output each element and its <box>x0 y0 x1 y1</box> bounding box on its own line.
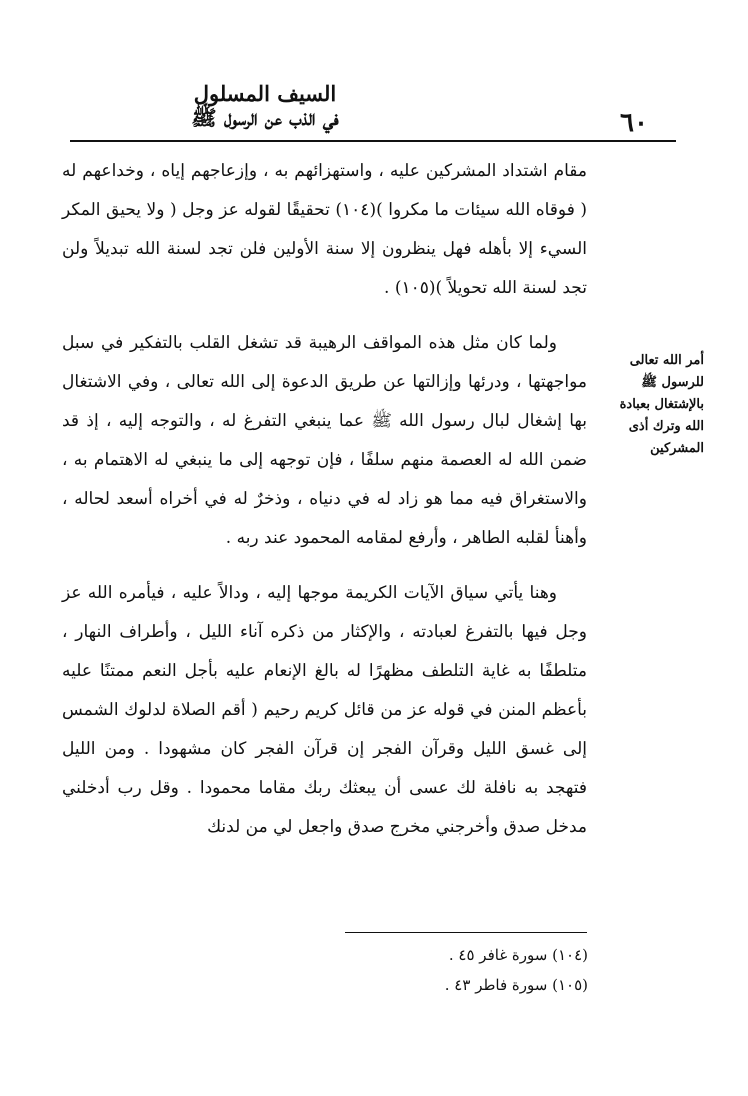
footnotes <box>340 940 588 1000</box>
book-title: السيف المسلول <box>193 81 337 106</box>
margin-note: أمر الله تعالى للرسول ﷺ بالإشتغال بعبادة الله وترك أذى المشركين <box>619 353 704 456</box>
book-subtitle: في الذب عن الرسول ﷺ <box>191 105 339 130</box>
footnote: (١٠٥) سورة فاطر ٤٣ . <box>444 976 588 994</box>
paragraph: ولما كان مثل هذه المواقف الرهيبة قد تشغل القلب بالتفكير في سبل مواجهتها ، ودرئها وإزالتها عن طريق الدعوة إلى الله تعالى ، وفي الاشتغال بها إشغال لبال رسول الله ﷺ عما ينبغي التفرغ له ، والتوجه إليه ، إذ قد ضمن الله له العصمة منهم سلفًا ، فإن توجهه إلى ما ينبغي له الاهتمام به ، والاستغراق فيه مما هو زاد له في دنياه ، وذخرٌ له في أخراه أسعد لحاله ، وأهنأ لقلبه الطاهر ، وأرفع لمقامه المحمود عند ربه . <box>62 333 588 548</box>
paragraph: وهنا يأتي سياق الآيات الكريمة موجها إليه ، ودالاً عليه ، فيأمره الله عز وجل فيها بالتفرغ لعبادته ، والإكثار من ذكره آناء الليل ، وأطراف النهار ، متلطفًا به غاية التلطف مظهرًا له بالغ الإنعام عليه بأجل النعم ممتنًا عليه بأعظم المنن في قوله عز من قائل كريم رحيم ( أقم الصلاة لدلوك الشمس إلى غسق الليل وقرآن الفجر إن قرآن الفجر كان مشهودا . ومن الليل فتهجد به نافلة لك عسى أن يبعثك ربك مقاما محمودا . وقل رب أدخلني مدخل صدق وأخرجني مخرج صدق واجعل لي من لدنك <box>62 583 587 837</box>
header-divider <box>70 140 676 142</box>
running-header-title <box>150 82 380 130</box>
footnote: (١٠٤) سورة غافر ٤٥ . <box>448 946 588 964</box>
paragraph: مقام اشتداد المشركين عليه ، واستهزائهم به ، وإزعاجهم إياه ، وخداعهم له ( فوقاه الله سيئات ما مكروا )(١٠٤) تحقيقًا لقوله عز وجل ( ولا يحيق المكر السيء إلا بأهله فهل ينظرون إلا سنة الأولين فلن تجد لسنة الله تبديلاً ولن تجد لسنة الله تحويلاً )(١٠٥) . <box>62 161 587 298</box>
page-number: ٦٠ <box>620 108 648 138</box>
main-text <box>62 152 587 863</box>
footnote-divider <box>345 932 587 933</box>
